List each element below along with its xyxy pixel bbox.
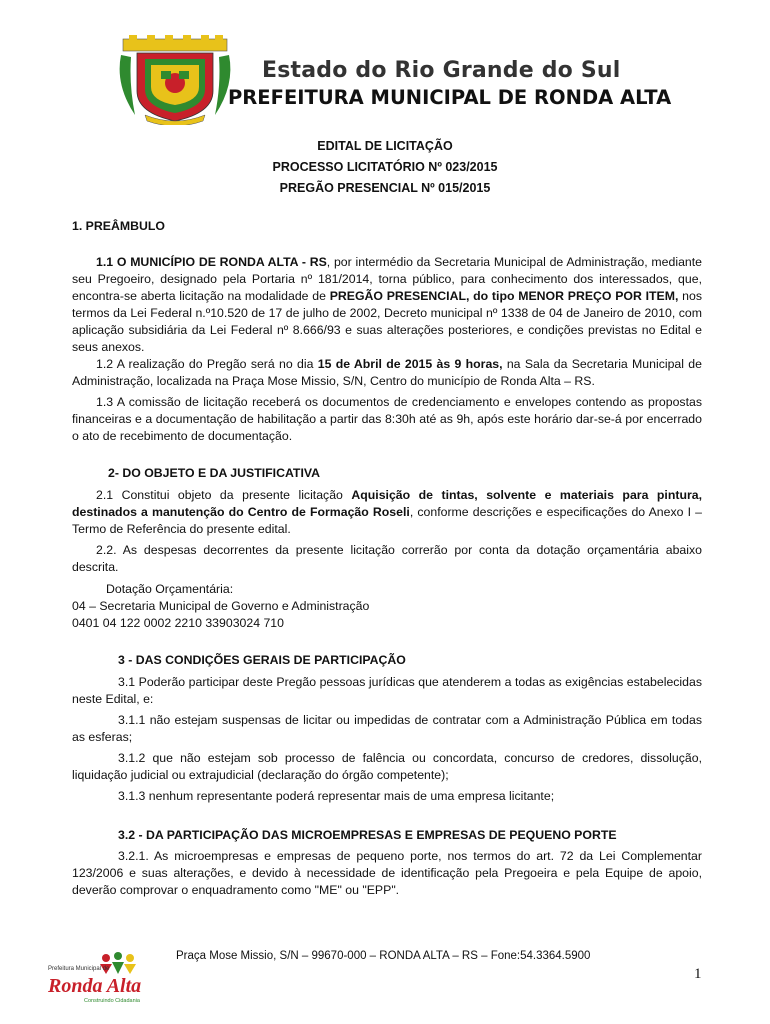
paragraph-1-1-text-b: nos termos da Lei Federal n.º10.520 de 17 de julho de 2002, Decreto municipal nº 1338 de 04 de Janeiro de 2010, com aplicação subsidiária da Lei Federal nº 8.666/93 e suas alterações posteriores, e condições previstas no Edital e seus anexos. — [72, 289, 702, 354]
heading-objeto: 2- DO OBJETO E DA JUSTIFICATIVA — [108, 466, 321, 480]
paragraph-1-3: 1.3 A comissão de licitação receberá os documentos de credenciamento e envelopes contendo as propostas financeiras e a documentação de habilitação a partir das 8:30h até as 9h, após este horário dar-se-á por encerrado o ato de recebimento de documentação. — [72, 395, 702, 443]
dotacao-label: Dotação Orçamentária: — [106, 582, 234, 596]
paragraph-3-1: 3.1 Poderão participar deste Pregão pessoas jurídicas que atenderem a todas as exigências estabelecidas neste Edital, e: — [72, 675, 702, 706]
paragraph-1-1-num: 1.1 — [96, 255, 114, 269]
paragraph-2-1-text-b: , conforme descrições e especificações do Anexo I – Termo de Referência do presente edital. — [72, 505, 702, 536]
paragraph-1-1-bold-mod: PREGÃO PRESENCIAL, do tipo MENOR PREÇO POR ITEM, — [329, 289, 679, 303]
paragraph-3-2-1: 3.2.1. As microempresas e empresas de pequeno porte, nos termos do art. 72 da Lei Complementar 123/2006 e suas alterações, e devido à necessidade de identificação pela Pregoeira e pela Equipe de apoio, deverão comprovar o enquadramento como "ME" ou "EPP". — [72, 849, 702, 897]
paragraph-3-1-3: 3.1.3 nenhum representante poderá representar mais de uma empresa licitante; — [118, 789, 555, 803]
heading-condicoes: 3 - DAS CONDIÇÕES GERAIS DE PARTICIPAÇÃO — [118, 653, 406, 667]
footer-address: Praça Mose Missio, S/N – 99670-000 – RONDA ALTA – RS – Fone:54.3364.5900 — [176, 950, 591, 962]
paragraph-2-1 — [72, 487, 702, 538]
document-body — [72, 218, 702, 899]
footer-logo-icon — [44, 948, 164, 1006]
paragraph-1-1-text-a: , por intermédio da Secretaria Municipal de Administração, mediante seu Pregoeiro, designado pela Portaria nº 181/2014, torna público, para conhecimento dos interessados, que, encontra-se aberta licitação na modalidade de — [72, 255, 703, 303]
paragraph-2-1-bold: Aquisição de tintas, solvente e materiais para pintura, destinados a manutenção do Centro de Formação Roseli — [72, 488, 702, 519]
dotacao-line-1: 04 – Secretaria Municipal de Governo e Administração — [72, 599, 370, 613]
document-title — [0, 136, 770, 199]
heading-microempresas: 3.2 - DA PARTICIPAÇÃO DAS MICROEMPRESAS E EMPRESAS DE PEQUENO PORTE — [118, 828, 617, 842]
dotacao-line-2: 0401 04 122 0002 2210 33903024 710 — [72, 616, 284, 630]
paragraph-2-1-text-a: 2.1 Constitui objeto da presente licitação — [96, 488, 352, 502]
header-prefeitura: PREFEITURA MUNICIPAL DE RONDA ALTA — [228, 86, 672, 109]
paragraph-1-2 — [72, 356, 702, 390]
page-header — [0, 0, 770, 135]
header-state: Estado do Rio Grande do Sul — [262, 58, 621, 83]
paragraph-3-1-2: 3.1.2 que não estejam sob processo de falência ou concordata, concurso de credores, dissolução, liquidação judicial ou extrajudicial (declaração do órgão competente); — [72, 751, 702, 782]
footer-logo-line1: Prefeitura Municipal de — [48, 966, 110, 972]
municipal-crest-icon — [115, 35, 235, 125]
paragraph-1-1 — [72, 254, 702, 356]
paragraph-1-2-text-b: na Sala da Secretaria Municipal de Administração, localizada na Praça Mose Missio, S/N, Centro do município de Ronda Alta – RS. — [72, 357, 702, 388]
title-processo: PROCESSO LICITATÓRIO Nº 023/2015 — [272, 160, 498, 174]
footer-logo-slogan: Construindo Cidadania — [84, 998, 140, 1004]
footer-logo-name: Ronda Alta — [48, 975, 142, 997]
paragraph-2-2: 2.2. As despesas decorrentes da presente licitação correrão por conta da dotação orçamentária abaixo descrita. — [72, 543, 702, 574]
paragraph-1-1-bold-name: O MUNICÍPIO DE RONDA ALTA - RS — [116, 255, 327, 269]
paragraph-3-1-1: 3.1.1 não estejam suspensas de licitar ou impedidas de contratar com a Administração Pública em todas as esferas; — [72, 713, 702, 744]
title-pregao: PREGÃO PRESENCIAL Nº 015/2015 — [279, 181, 491, 195]
heading-preambulo: 1. PREÂMBULO — [72, 219, 165, 233]
page-number: 1 — [694, 966, 702, 982]
paragraph-1-2-bold: 15 de Abril de 2015 às 9 horas, — [317, 357, 503, 371]
title-edital: EDITAL DE LICITAÇÃO — [317, 139, 453, 153]
paragraph-1-2-text-a: 1.2 A realização do Pregão será no dia — [96, 357, 318, 371]
